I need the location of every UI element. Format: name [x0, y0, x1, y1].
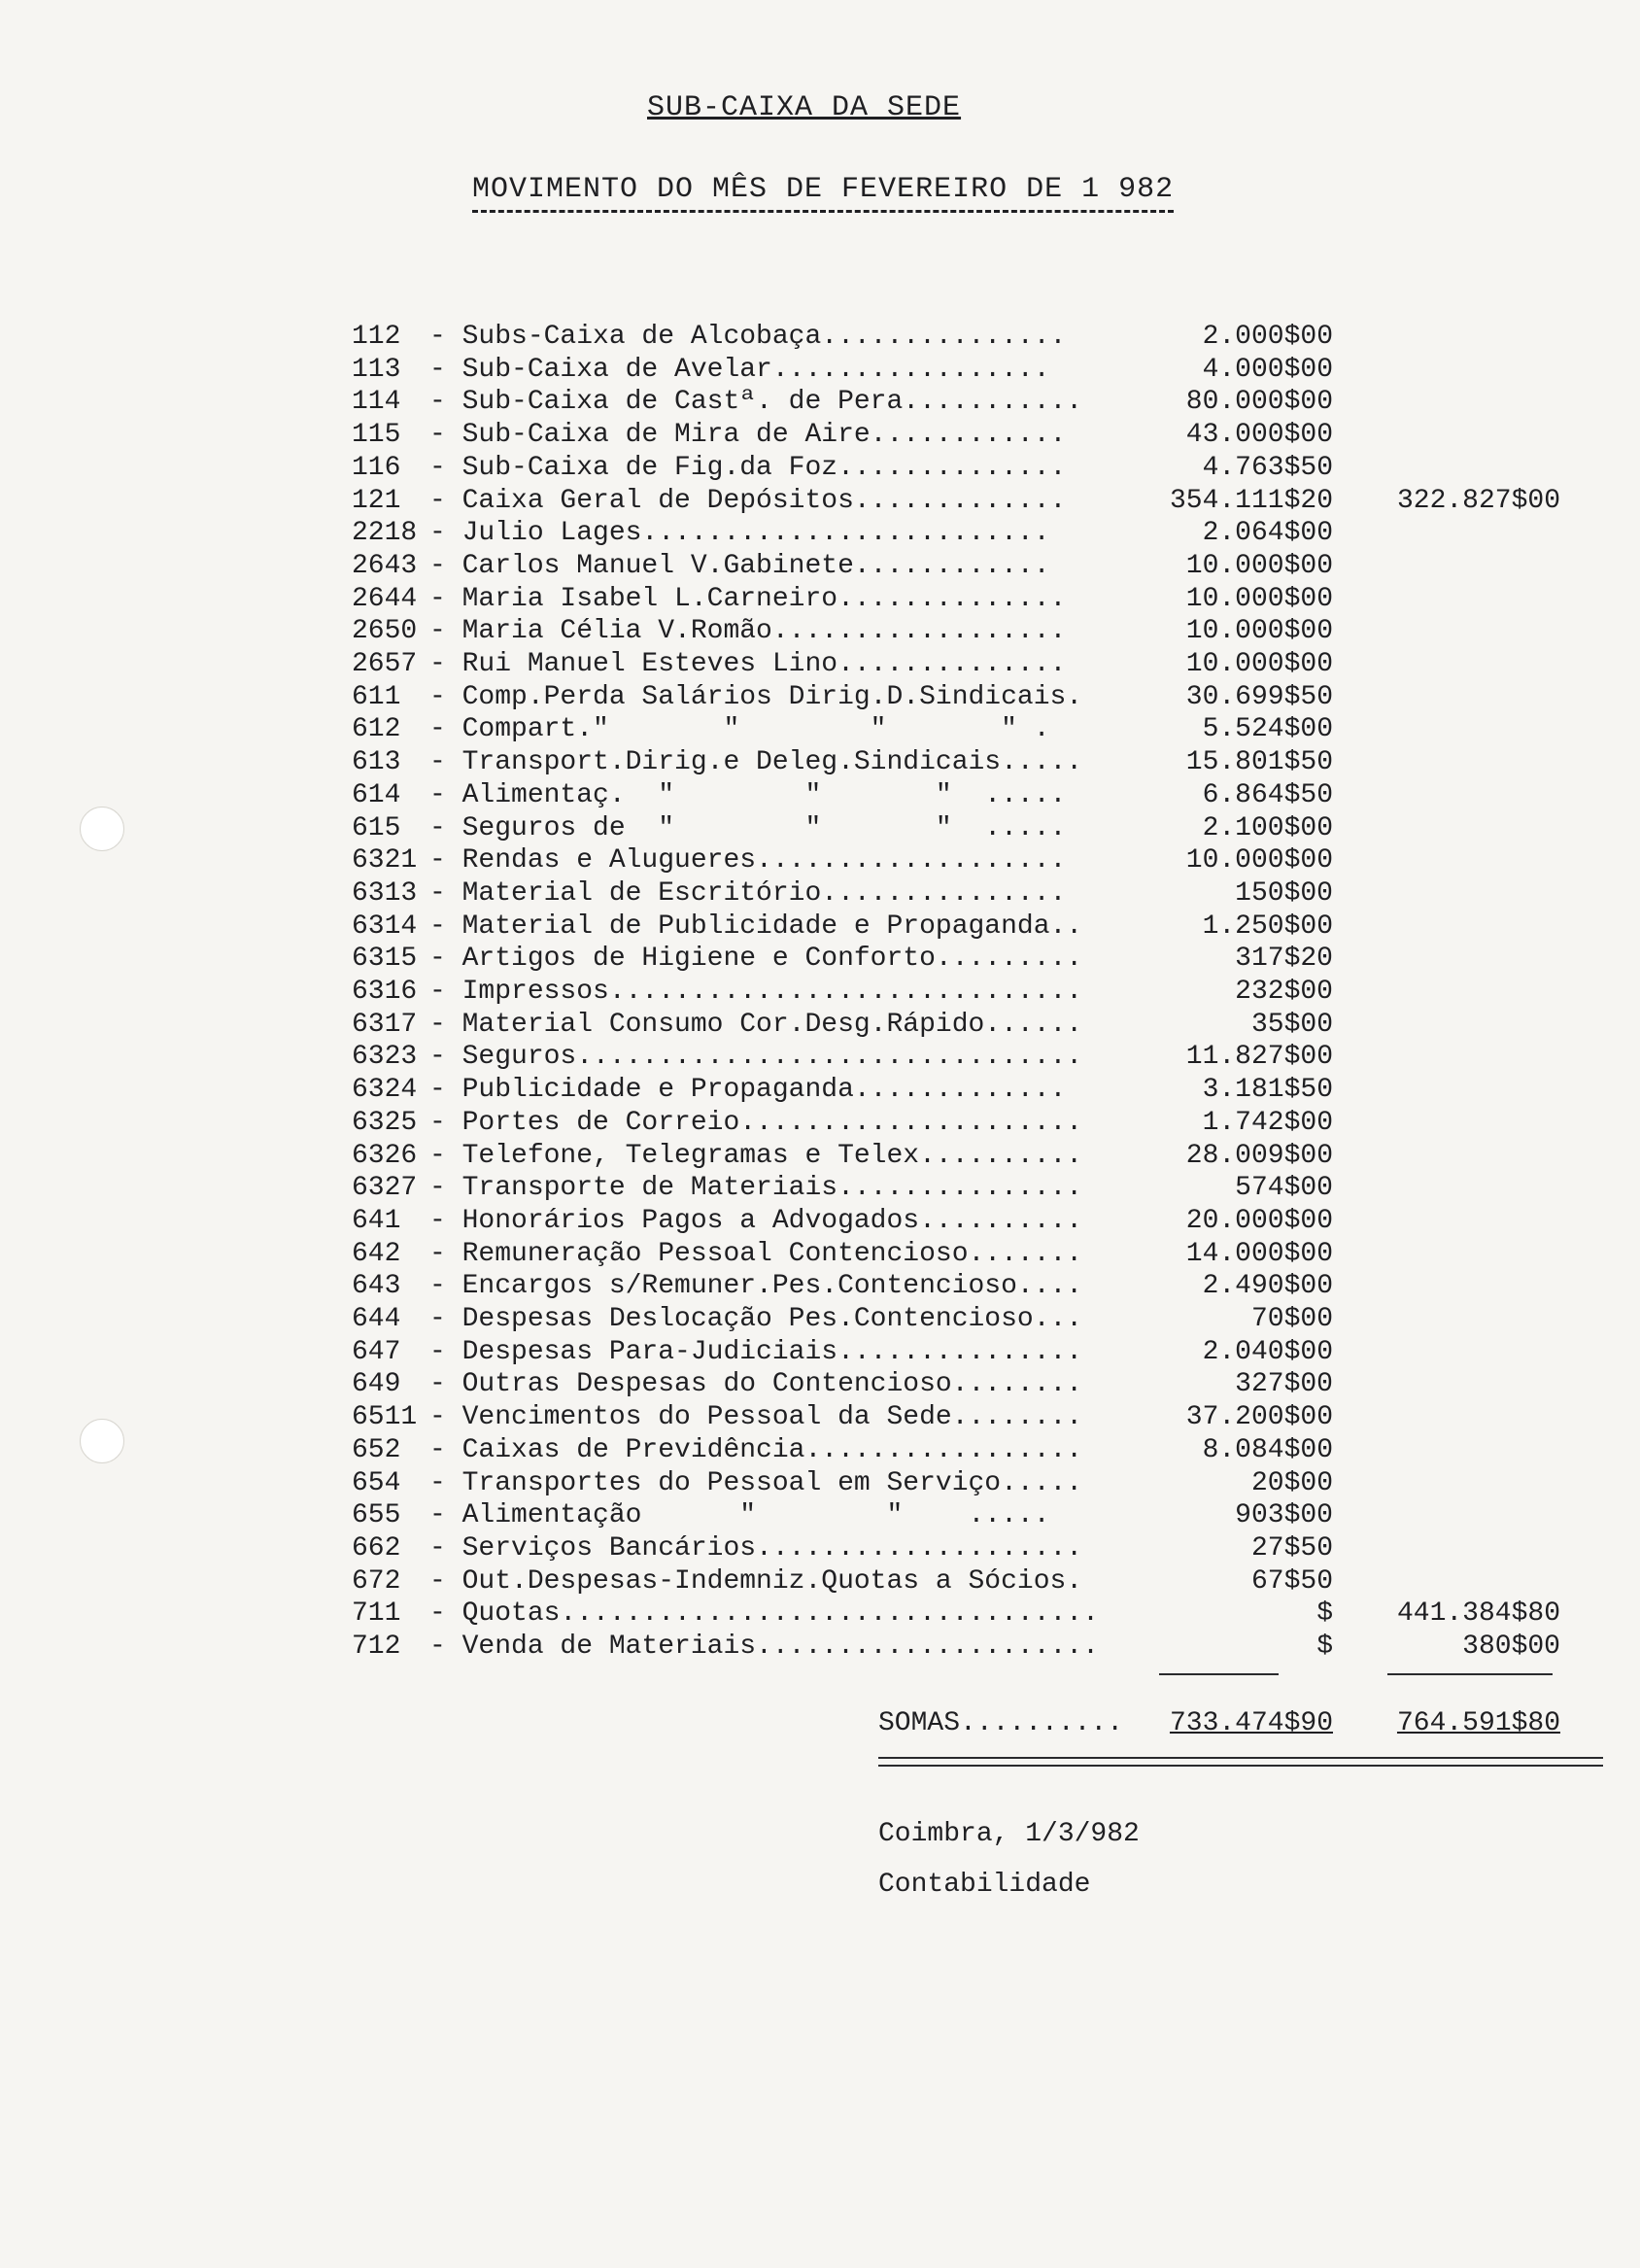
ledger-row: [0, 1499, 1640, 1532]
document-title: SUB-CAIXA DA SEDE: [647, 91, 962, 124]
account-code: 652: [352, 1435, 401, 1465]
row-amount: 150$00: [1235, 878, 1333, 909]
account-description: - Transportes do Pessoal em Serviço.....: [429, 1468, 1083, 1498]
account-description: - Quotas.................................: [429, 1598, 1099, 1629]
account-code: 641: [352, 1206, 401, 1236]
account-description: - Maria Célia V.Romão..................: [429, 616, 1067, 646]
row-amount: 30.699$50: [1185, 682, 1333, 712]
account-description: - Despesas Para-Judiciais...............: [429, 1337, 1083, 1367]
account-code: 643: [352, 1271, 401, 1301]
account-description: - Vencimentos do Pessoal da Sede........: [429, 1402, 1083, 1432]
ledger-row: [0, 583, 1640, 616]
account-code: 6315: [352, 944, 418, 974]
ledger-row: [0, 681, 1640, 714]
ledger-row: [0, 1074, 1640, 1107]
account-description: - Sub-Caixa de Avelar.................: [429, 355, 1050, 385]
account-description: - Caixa Geral de Depósitos.............: [429, 486, 1067, 516]
ledger-row: [0, 485, 1640, 518]
subtitle-text: MOVIMENTO DO MÊS DE FEVEREIRO DE 1 982: [472, 173, 1174, 213]
row-amount: 4.763$50: [1202, 453, 1333, 483]
account-description: - Remuneração Pessoal Contencioso.......: [429, 1239, 1083, 1269]
ledger-row: [0, 1041, 1640, 1074]
row-amount: 28.009$00: [1185, 1141, 1333, 1171]
account-code: 2657: [352, 649, 418, 679]
row-amount: 2.064$00: [1202, 518, 1333, 548]
account-code: 116: [352, 453, 401, 483]
row-amount: 10.000$00: [1185, 649, 1333, 679]
account-code: 115: [352, 420, 401, 450]
account-code: 6317: [352, 1010, 418, 1040]
ledger-row: [0, 1205, 1640, 1238]
account-description: - Impressos.............................: [429, 977, 1083, 1007]
account-code: 613: [352, 747, 401, 777]
ledger-row: [0, 1565, 1640, 1598]
ledger-row: [0, 1107, 1640, 1140]
account-code: 121: [352, 486, 401, 516]
ledger-row: [0, 1467, 1640, 1500]
row-amount: 2.000$00: [1202, 322, 1333, 352]
account-code: 112: [352, 322, 401, 352]
ledger-row: [0, 1434, 1640, 1467]
account-description: - Despesas Deslocação Pes.Contencioso...: [429, 1304, 1083, 1334]
account-description: - Telefone, Telegramas e Telex..........: [429, 1141, 1083, 1171]
account-code: 655: [352, 1500, 401, 1530]
account-code: 2644: [352, 584, 418, 614]
ledger-row: [0, 713, 1640, 746]
row-total: 322.827$00: [1396, 486, 1560, 516]
ledger-row: [0, 517, 1640, 550]
row-amount: 2.040$00: [1202, 1337, 1333, 1367]
account-code: 712: [352, 1632, 401, 1662]
double-rule-2: [878, 1765, 1603, 1767]
ledger-row: [0, 877, 1640, 911]
row-total: 380$00: [1462, 1632, 1560, 1662]
row-amount: 354.111$20: [1169, 486, 1333, 516]
account-description: - Material de Escritório...............: [429, 878, 1067, 909]
ledger-row: [0, 812, 1640, 845]
account-description: - Transport.Dirig.e Deleg.Sindicais.....: [429, 747, 1083, 777]
total-rule: [1387, 1673, 1553, 1675]
row-amount: 10.000$00: [1185, 551, 1333, 581]
double-rule-1: [878, 1757, 1603, 1759]
row-amount: 43.000$00: [1185, 420, 1333, 450]
account-code: 6325: [352, 1108, 418, 1138]
row-amount: 80.000$00: [1185, 387, 1333, 417]
account-code: 6323: [352, 1042, 418, 1072]
row-amount: 5.524$00: [1202, 714, 1333, 744]
account-code: 672: [352, 1566, 401, 1597]
ledger-row: [0, 1172, 1640, 1205]
account-description: - Material Consumo Cor.Desg.Rápido......: [429, 1010, 1083, 1040]
account-code: 6314: [352, 911, 418, 942]
account-code: 6316: [352, 977, 418, 1007]
ledger-row: [0, 386, 1640, 419]
account-description: - Caixas de Previdência.................: [429, 1435, 1083, 1465]
account-description: - Seguros de " " " .....: [429, 813, 1067, 843]
account-description: - Alimentação " " .....: [429, 1500, 1050, 1530]
row-amount: 2.100$00: [1202, 813, 1333, 843]
account-code: 654: [352, 1468, 401, 1498]
row-amount: 2.490$00: [1202, 1271, 1333, 1301]
ledger-row: [0, 943, 1640, 976]
account-code: 2650: [352, 616, 418, 646]
ledger-row: [0, 419, 1640, 452]
ledger-row: [0, 1238, 1640, 1271]
account-code: 612: [352, 714, 401, 744]
account-code: 644: [352, 1304, 401, 1334]
account-description: - Publicidade e Propaganda.............: [429, 1075, 1067, 1105]
account-description: - Maria Isabel L.Carneiro..............: [429, 584, 1067, 614]
ledger-row: [0, 452, 1640, 485]
account-description: - Sub-Caixa de Mira de Aire............: [429, 420, 1067, 450]
account-description: - Carlos Manuel V.Gabinete............: [429, 551, 1050, 581]
row-amount: 8.084$00: [1202, 1435, 1333, 1465]
row-amount: 1.250$00: [1202, 911, 1333, 942]
row-amount: 903$00: [1235, 1500, 1333, 1530]
row-amount: 27$50: [1250, 1533, 1333, 1564]
row-amount: 37.200$00: [1185, 1402, 1333, 1432]
department: Contabilidade: [878, 1870, 1091, 1900]
account-code: 711: [352, 1598, 401, 1629]
row-amount: 70$00: [1250, 1304, 1333, 1334]
account-code: 6326: [352, 1141, 418, 1171]
row-amount: 232$00: [1235, 977, 1333, 1007]
account-code: 6321: [352, 845, 418, 876]
account-code: 6511: [352, 1402, 418, 1432]
ledger-row: [0, 844, 1640, 877]
ledger-row: [0, 1631, 1640, 1664]
ledger-row: [0, 976, 1640, 1009]
document-subtitle: [472, 173, 1174, 206]
account-description: - Subs-Caixa de Alcobaça...............: [429, 322, 1067, 352]
account-description: - Transporte de Materiais...............: [429, 1173, 1083, 1203]
ledger-row: [0, 354, 1640, 387]
ledger-row: [0, 1336, 1640, 1369]
account-code: 6313: [352, 878, 418, 909]
row-amount: 4.000$00: [1202, 355, 1333, 385]
account-code: 2218: [352, 518, 418, 548]
account-description: - Comp.Perda Salários Dirig.D.Sindicais.: [429, 682, 1083, 712]
ledger-row: [0, 779, 1640, 812]
row-amount: 67$50: [1250, 1566, 1333, 1597]
row-total: 441.384$80: [1396, 1598, 1560, 1629]
account-code: 6324: [352, 1075, 418, 1105]
account-description: - Rui Manuel Esteves Lino..............: [429, 649, 1067, 679]
ledger-row: [0, 1532, 1640, 1565]
ledger-row: [0, 1303, 1640, 1336]
account-description: - Outras Despesas do Contencioso........: [429, 1369, 1083, 1399]
ledger-row: [0, 1368, 1640, 1401]
ledger-row: [0, 550, 1640, 583]
account-description: - Encargos s/Remuner.Pes.Contencioso....: [429, 1271, 1083, 1301]
account-description: - Seguros...............................: [429, 1042, 1083, 1072]
account-code: 113: [352, 355, 401, 385]
account-code: 649: [352, 1369, 401, 1399]
account-description: - Out.Despesas-Indemniz.Quotas a Sócios.: [429, 1566, 1083, 1597]
account-description: - Compart." " " " .: [429, 714, 1050, 744]
row-amount: 6.864$50: [1202, 780, 1333, 810]
row-amount: 1.742$00: [1202, 1108, 1333, 1138]
account-description: - Material de Publicidade e Propaganda..: [429, 911, 1083, 942]
ledger-row: [0, 746, 1640, 779]
row-amount: 10.000$00: [1185, 845, 1333, 876]
row-amount: 327$00: [1235, 1369, 1333, 1399]
row-amount: 20.000$00: [1185, 1206, 1333, 1236]
account-code: 611: [352, 682, 401, 712]
ledger-row: [0, 648, 1640, 681]
ledger-row: [0, 911, 1640, 944]
row-amount: 15.801$50: [1185, 747, 1333, 777]
row-amount: 11.827$00: [1185, 1042, 1333, 1072]
row-amount: 317$20: [1235, 944, 1333, 974]
row-amount: 10.000$00: [1185, 584, 1333, 614]
ledger-row: [0, 1401, 1640, 1434]
account-description: - Alimentaç. " " " .....: [429, 780, 1067, 810]
row-amount: $: [1316, 1598, 1333, 1629]
ledger-row: [0, 1140, 1640, 1173]
row-amount: 574$00: [1235, 1173, 1333, 1203]
place-date: Coimbra, 1/3/982: [878, 1819, 1140, 1849]
account-code: 614: [352, 780, 401, 810]
account-code: 642: [352, 1239, 401, 1269]
row-amount: 35$00: [1250, 1010, 1333, 1040]
somas-label: SOMAS..........: [878, 1708, 1124, 1738]
account-description: - Sub-Caixa de Fig.da Foz..............: [429, 453, 1067, 483]
ledger-row: [0, 321, 1640, 354]
account-description: - Honorários Pagos a Advogados..........: [429, 1206, 1083, 1236]
somas-amount: 733.474$90: [1169, 1708, 1333, 1738]
account-code: 615: [352, 813, 401, 843]
row-amount: 3.181$50: [1202, 1075, 1333, 1105]
account-code: 662: [352, 1533, 401, 1564]
row-amount: 10.000$00: [1185, 616, 1333, 646]
row-amount: 14.000$00: [1185, 1239, 1333, 1269]
account-code: 647: [352, 1337, 401, 1367]
account-description: - Venda de Materiais.....................: [429, 1632, 1099, 1662]
ledger-row: [0, 615, 1640, 648]
account-code: 114: [352, 387, 401, 417]
account-code: 6327: [352, 1173, 418, 1203]
account-description: - Rendas e Alugueres...................: [429, 845, 1067, 876]
account-description: - Sub-Caixa de Castª. de Pera...........: [429, 387, 1083, 417]
account-description: - Serviços Bancários....................: [429, 1533, 1083, 1564]
account-code: 2643: [352, 551, 418, 581]
row-amount: $: [1316, 1632, 1333, 1662]
ledger-row: [0, 1009, 1640, 1042]
somas-total: 764.591$80: [1396, 1708, 1560, 1738]
amount-rule: [1159, 1673, 1279, 1675]
ledger-row: [0, 1270, 1640, 1303]
ledger-row: [0, 1598, 1640, 1631]
account-description: - Julio Lages.........................: [429, 518, 1050, 548]
account-description: - Artigos de Higiene e Conforto.........: [429, 944, 1083, 974]
row-amount: 20$00: [1250, 1468, 1333, 1498]
account-description: - Portes de Correio.....................: [429, 1108, 1083, 1138]
